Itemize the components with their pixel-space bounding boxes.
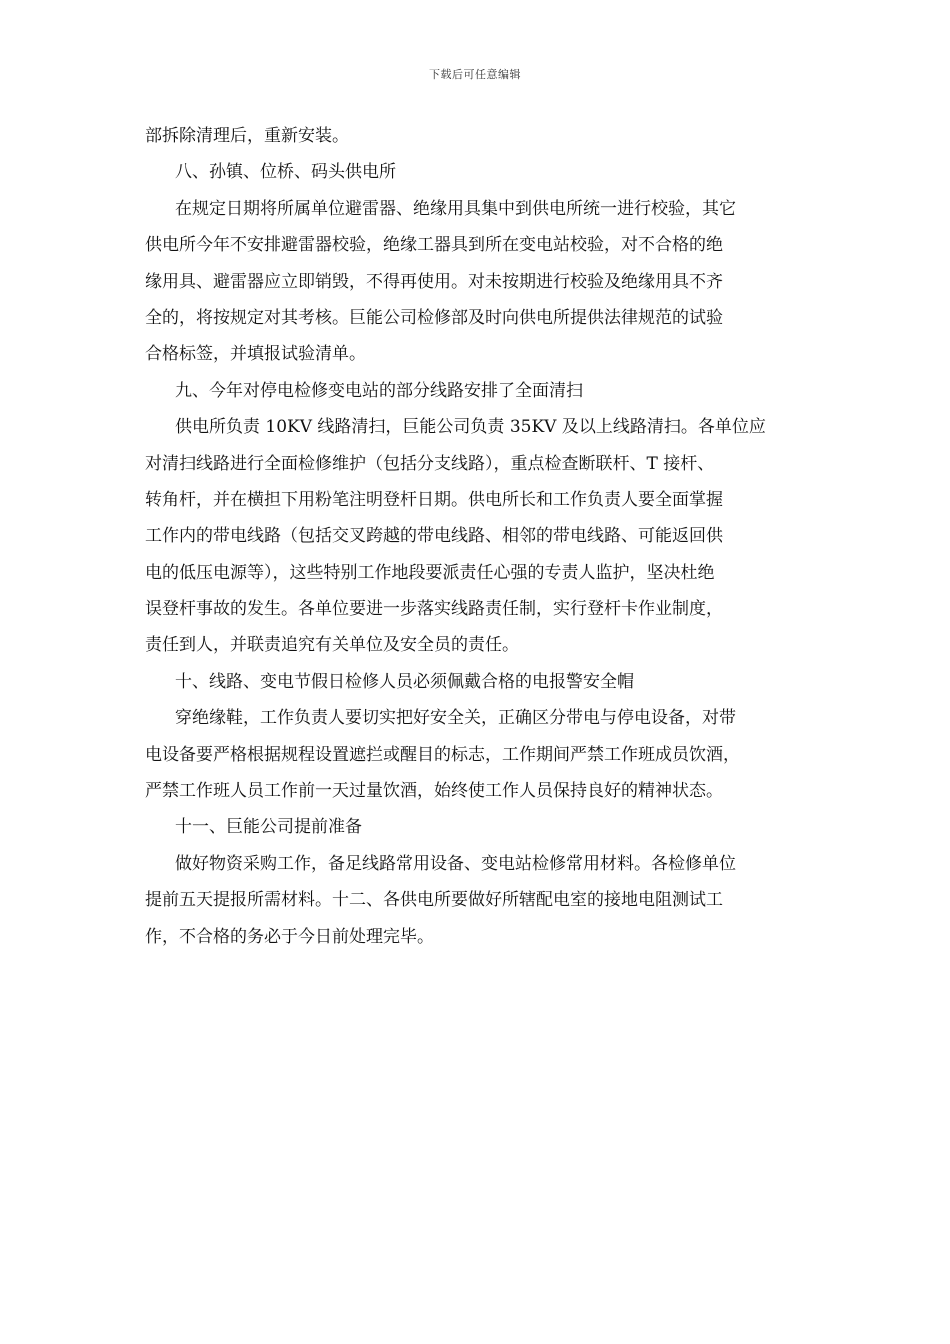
text-line: 电的低压电源等），这些特别工作地段要派责任心强的专责人监护，坚决杜绝 (145, 562, 715, 583)
text-line: 电设备要严格根据规程设置遮拦或醒目的标志，工作期间严禁工作班成员饮酒， (145, 744, 740, 765)
text-line: 缘用具、避雷器应立即销毁，不得再使用。对未按期进行校验及绝缘用具不齐 (145, 271, 723, 292)
text-line: 做好物资采购工作，备足线路常用设备、变电站检修常用材料。各检修单位 (175, 853, 736, 874)
text-line: 对清扫线路进行全面检修维护（包括分支线路），重点检查断联杆、T 接杆、 (145, 453, 715, 474)
text-line: 供电所今年不安排避雷器校验，绝缘工器具到所在变电站校验，对不合格的绝 (145, 235, 723, 256)
text-line: 工作内的带电线路（包括交叉跨越的带电线路、相邻的带电线路、可能返回供 (145, 526, 723, 547)
text-line: 八、孙镇、位桥、码头供电所 (175, 162, 396, 183)
text-line: 十一、巨能公司提前准备 (175, 817, 362, 838)
text-line: 误登杆事故的发生。各单位要进一步落实线路责任制，实行登杆卡作业制度， (145, 599, 723, 620)
text-line: 作，不合格的务必于今日前处理完毕。 (145, 926, 434, 947)
text-line: 合格标签，并填报试验清单。 (145, 344, 366, 365)
text-line: 严禁工作班人员工作前一天过量饮酒，始终使工作人员保持良好的精神状态。 (145, 781, 723, 802)
text-line: 提前五天提报所需材料。十二、各供电所要做好所辖配电室的接地电阻测试工 (145, 890, 723, 911)
text-line: 转角杆，并在横担下用粉笔注明登杆日期。供电所长和工作负责人要全面掌握 (145, 489, 723, 510)
text-line: 供电所负责 10KV 线路清扫，巨能公司负责 35KV 及以上线路清扫。各单位应 (175, 417, 766, 438)
document-body (145, 118, 810, 955)
text-line: 九、今年对停电检修变电站的部分线路安排了全面清扫 (175, 380, 583, 401)
text-line: 全的，将按规定对其考核。巨能公司检修部及时向供电所提供法律规范的试验 (145, 307, 723, 328)
text-line: 在规定日期将所属单位避雷器、绝缘用具集中到供电所统一进行校验，其它 (175, 198, 736, 219)
text-line: 部拆除清理后，重新安装。 (145, 126, 349, 146)
text-line: 责任到人，并联责追究有关单位及安全员的责任。 (145, 635, 519, 656)
text-line: 十、线路、变电节假日检修人员必须佩戴合格的电报警安全帽 (175, 671, 634, 692)
text-line: 穿绝缘鞋，工作负责人要切实把好安全关，正确区分带电与停电设备，对带 (175, 708, 736, 729)
page-header: 下载后可任意编辑 (429, 68, 521, 81)
